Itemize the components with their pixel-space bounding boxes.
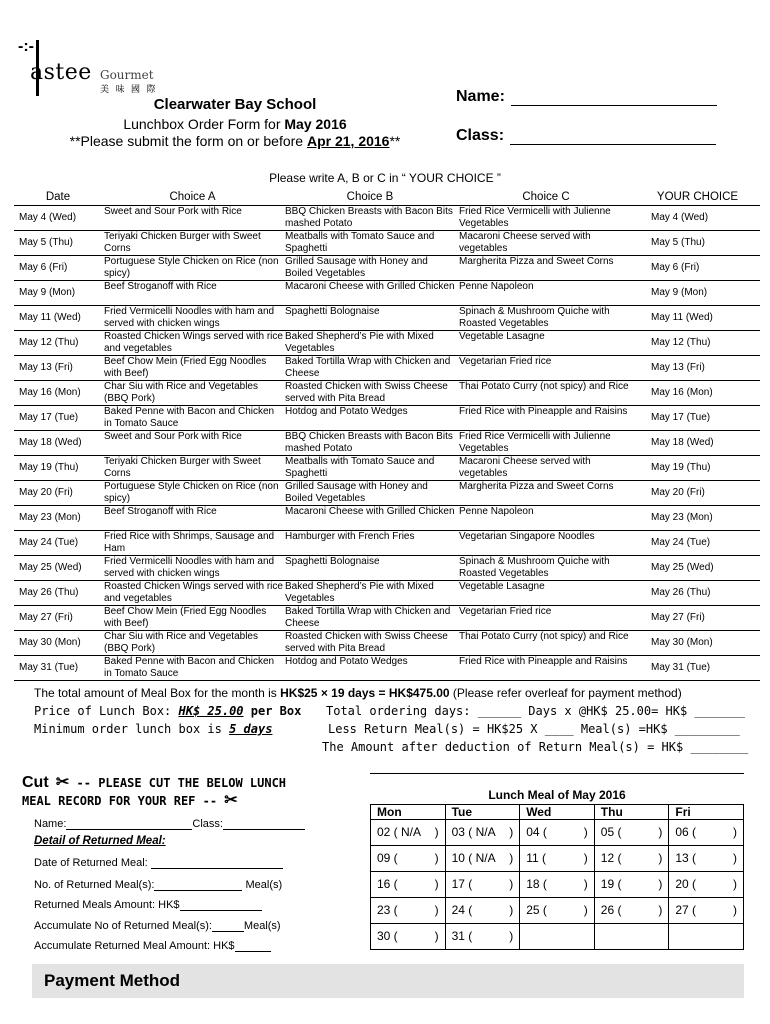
menu-choice-a: Sweet and Sour Pork with Rice (102, 430, 283, 455)
menu-choice-b: Roasted Chicken with Swiss Cheese served with Pita Bread (283, 630, 457, 655)
menu-row (14, 605, 760, 630)
lunch-day-content (526, 851, 594, 865)
lunch-day-content (452, 929, 520, 943)
name-label: Name: (456, 88, 505, 105)
lunch-day-label: 31 ( (451, 929, 473, 943)
menu-date: May 9 (Mon) (14, 280, 102, 305)
menu-row (14, 305, 760, 330)
lunch-week-row (371, 923, 744, 949)
lunch-day-content (526, 825, 594, 839)
no-returned-line[interactable] (154, 880, 242, 891)
menu-row (14, 355, 760, 380)
lunch-day-label: 18 ( (526, 877, 547, 891)
scissors-icon-2: ✂ (224, 792, 238, 809)
lunch-day-label: 12 ( (600, 851, 622, 865)
submit-deadline (0, 133, 470, 149)
class-line[interactable] (510, 131, 716, 145)
lunch-day-close: ) (658, 877, 663, 891)
lunch-day-cell[interactable] (669, 871, 744, 897)
lunch-day-cell[interactable] (669, 845, 744, 871)
your-choice-cell[interactable]: May 13 (Fri) (635, 355, 760, 380)
lunch-week-row (371, 819, 744, 845)
menu-choice-b: Grilled Sausage with Honey and Boiled Vegetables (283, 255, 457, 280)
lunch-day-label: 09 ( (377, 851, 398, 865)
lunch-table-caption: Lunch Meal of May 2016 (371, 786, 744, 804)
instruction (0, 171, 770, 185)
lunch-day-cell[interactable] (669, 923, 744, 949)
menu-date: May 4 (Wed) (14, 205, 102, 230)
lunch-day-close: ) (583, 903, 588, 917)
menu-choice-b: Hotdog and Potato Wedges (283, 655, 457, 680)
lunch-day-label: 06 ( (675, 825, 697, 839)
lunch-day-content (601, 825, 669, 839)
menu-choice-c: Fried Rice with Pineapple and Raisins (457, 405, 635, 430)
lunch-day-label: 11 ( (526, 851, 546, 865)
menu-date: May 24 (Tue) (14, 530, 102, 555)
lunch-table-header-row (371, 804, 744, 819)
menu-choice-b: Grilled Sausage with Honey and Boiled Vegetables (283, 480, 457, 505)
logo-sub: Gourmet (100, 68, 154, 82)
accum-no-line[interactable] (212, 921, 244, 932)
header-choice-b: Choice B (283, 190, 457, 205)
menu-choice-c: Margherita Pizza and Sweet Corns (457, 480, 635, 505)
submit-date: Apr 21, 2016 (306, 133, 390, 149)
menu-date: May 16 (Mon) (14, 380, 102, 405)
record-name-label: Name: (34, 818, 67, 830)
class-label: Class: (456, 127, 505, 144)
lunch-header-mon: Mon (371, 804, 446, 819)
form-month: May 2016 (284, 116, 347, 132)
menu-date: May 13 (Fri) (14, 355, 102, 380)
lunch-day-close: ) (509, 903, 514, 917)
lunch-day-close: ) (733, 903, 737, 917)
lunch-week-row (371, 871, 744, 897)
menu-choice-c: Vegetarian Fried rice (457, 605, 635, 630)
your-choice-cell[interactable]: May 6 (Fri) (635, 255, 760, 280)
menu-choice-a: Portuguese Style Chicken on Rice (non spicy) (102, 480, 283, 505)
menu-choice-c: Margherita Pizza and Sweet Corns (457, 255, 635, 280)
school-name: Clearwater Bay School (153, 96, 317, 113)
lunch-day-cell[interactable] (594, 819, 669, 845)
menu-date: May 31 (Tue) (14, 655, 102, 680)
lunch-week-row (371, 845, 744, 871)
date-returned-line[interactable] (151, 858, 283, 869)
lunch-day-label: 04 ( (526, 825, 547, 839)
menu-row (14, 405, 760, 430)
menu-table (14, 190, 760, 681)
menu-choice-a: Sweet and Sour Pork with Rice (102, 205, 283, 230)
total-prefix: The total amount of Meal Box for the month is (34, 686, 281, 700)
lunch-day-content (675, 903, 743, 917)
lunch-day-label: 16 ( (377, 877, 398, 891)
menu-date: May 27 (Fri) (14, 605, 102, 630)
lunch-day-label: 25 ( (526, 903, 547, 917)
header-date: Date (14, 190, 102, 205)
menu-choice-c: Vegetable Lasagne (457, 330, 635, 355)
logo-chinese: 美 味 國 際 (100, 84, 158, 94)
price-suffix: per Box (243, 704, 302, 718)
menu-choice-b: Meatballs with Tomato Sauce and Spaghetti (283, 455, 457, 480)
header-choice-c: Choice C (457, 190, 635, 205)
scissors-icon: ✂ (55, 774, 70, 791)
date-returned-label: Date of Returned Meal: (34, 857, 148, 869)
lunch-meal-table (370, 786, 744, 950)
menu-choice-b: Spaghetti Bolognaise (283, 305, 457, 330)
menu-choice-a: Char Siu with Rice and Vegetables (BBQ Pork) (102, 630, 283, 655)
lunch-day-close: ) (658, 825, 663, 839)
menu-choice-c: Macaroni Cheese served with vegetables (457, 455, 635, 480)
lunch-table-caption-row (371, 786, 744, 804)
menu-choice-a: Roasted Chicken Wings served with rice and vegetables (104, 330, 283, 354)
lunch-day-close: ) (733, 851, 737, 865)
lunch-day-content (377, 929, 445, 943)
form-title (0, 116, 470, 132)
menu-row (14, 655, 760, 680)
lunch-day-label: 02 ( N/A (377, 825, 422, 839)
menu-choice-b: Roasted Chicken with Swiss Cheese served with Pita Bread (283, 380, 457, 405)
menu-choice-b: Baked Tortilla Wrap with Chicken and Cheese (283, 605, 457, 630)
menu-choice-c: Thai Potato Curry (not spicy) and Rice (457, 380, 635, 405)
tastee-gourmet-logo (18, 40, 158, 95)
lunch-day-label: 10 ( N/A (451, 851, 496, 865)
no-returned[interactable] (34, 879, 282, 891)
header-your-choice: YOUR CHOICE (635, 190, 760, 205)
menu-row (14, 430, 760, 455)
price-of-lunch-box (34, 704, 301, 718)
accum-amount-line[interactable] (235, 941, 271, 952)
menu-choice-b: BBQ Chicken Breasts with Bacon Bits mashed Potato (283, 430, 457, 455)
lunch-day-cell[interactable] (520, 897, 595, 923)
lunch-day-content (377, 877, 445, 891)
lunch-day-content (377, 851, 445, 865)
menu-choice-a: Roasted Chicken Wings served with rice and vegetables (104, 580, 283, 604)
form-title-prefix: Lunchbox Order Form for (123, 116, 285, 132)
lunch-day-content (452, 903, 520, 917)
menu-row (14, 230, 760, 255)
minimum-value: 5 days (229, 722, 273, 736)
cut-line2: MEAL RECORD FOR YOUR REF -- (22, 794, 225, 808)
menu-choice-c: Fried Rice with Pineapple and Raisins (457, 655, 635, 680)
menu-choice-a: Beef Chow Mein (Fried Egg Noodles with Beef) (102, 605, 283, 630)
lunch-day-close: ) (434, 877, 439, 891)
lunch-day-label: 23 ( (377, 903, 398, 917)
lunch-day-cell[interactable] (520, 923, 595, 949)
your-choice-cell[interactable]: May 12 (Thu) (635, 330, 760, 355)
lunch-day-label: 13 ( (675, 851, 697, 865)
cut-instruction (22, 774, 362, 810)
lunch-day-label: 17 ( (451, 877, 473, 891)
logo-mark: -:- (18, 38, 34, 55)
menu-choice-c: Penne Napoleon (457, 280, 635, 305)
menu-row (14, 205, 760, 230)
menu-row (14, 630, 760, 655)
record-name-class[interactable] (34, 818, 305, 830)
menu-choice-a: Beef Chow Mein (Fried Egg Noodles with Beef) (102, 355, 283, 380)
lunch-day-close: ) (509, 877, 514, 891)
lunch-day-content (675, 825, 743, 839)
menu-choice-b: Macaroni Cheese with Grilled Chicken (283, 280, 457, 305)
lunch-day-close: ) (509, 825, 514, 839)
your-choice-cell[interactable]: May 24 (Tue) (635, 530, 760, 555)
lunch-day-cell[interactable] (445, 923, 520, 949)
name-field[interactable] (456, 88, 717, 106)
menu-choice-b: Baked Shepherd’s Pie with Mixed Vegetables (283, 330, 457, 355)
lunch-day-content (601, 851, 669, 865)
menu-choice-b: Meatballs with Tomato Sauce and Spaghetti (283, 230, 457, 255)
lunch-week-row (371, 897, 744, 923)
menu-row (14, 280, 760, 305)
lunch-day-content (526, 877, 594, 891)
menu-choice-c: Spinach & Mushroom Quiche with Roasted Vegetables (457, 555, 635, 580)
menu-choice-c: Thai Potato Curry (not spicy) and Rice (457, 630, 635, 655)
your-choice-cell[interactable]: May 17 (Tue) (635, 405, 760, 430)
menu-choice-a: Beef Stroganoff with Rice (102, 280, 283, 305)
price-value: HK$ 25.00 (178, 704, 244, 718)
accum-no-label: Accumulate No of Returned Meal(s): (34, 920, 212, 932)
menu-choice-b: Spaghetti Bolognaise (283, 555, 457, 580)
lunch-day-cell[interactable] (371, 923, 446, 949)
lunch-day-close: ) (658, 903, 663, 917)
lunch-day-cell[interactable] (520, 819, 595, 845)
lunch-day-cell[interactable] (371, 819, 446, 845)
menu-date: May 20 (Fri) (14, 480, 102, 505)
menu-row (14, 255, 760, 280)
returned-amount-line[interactable] (180, 900, 262, 911)
lunch-day-content (601, 877, 669, 891)
menu-choice-c: Fried Rice Vermicelli with Julienne Vegetables (457, 430, 635, 455)
menu-row (14, 330, 760, 355)
menu-choice-c: Macaroni Cheese served with vegetables (457, 230, 635, 255)
menu-row (14, 480, 760, 505)
menu-choice-b: BBQ Chicken Breasts with Bacon Bits mashed Potato (283, 205, 457, 230)
lunch-day-cell[interactable] (520, 845, 595, 871)
total-amount (34, 686, 682, 700)
menu-header-row (14, 190, 760, 205)
cut-line1: -- PLEASE CUT THE BELOW LUNCH (69, 776, 287, 790)
detail-title: Detail of Returned Meal: (34, 835, 166, 847)
lunch-day-close: ) (658, 851, 663, 865)
menu-row (14, 530, 760, 555)
menu-date: May 25 (Wed) (14, 555, 102, 580)
menu-choice-a: Teriyaki Chicken Burger with Sweet Corns (102, 230, 283, 255)
your-choice-cell[interactable]: May 5 (Thu) (635, 230, 760, 255)
your-choice-cell[interactable]: May 31 (Tue) (635, 655, 760, 680)
lunch-day-content (675, 851, 743, 865)
menu-choice-a: Fried Vermicelli Noodles with ham and served with chicken wings (102, 305, 283, 330)
menu-row (14, 580, 760, 605)
lunch-day-cell[interactable] (445, 871, 520, 897)
menu-choice-a: Fried Vermicelli Noodles with ham and served with chicken wings (102, 555, 283, 580)
menu-choice-a: Baked Penne with Bacon and Chicken in Tomato Sauce (102, 655, 283, 680)
menu-choice-b: Baked Tortilla Wrap with Chicken and Cheese (283, 355, 457, 380)
menu-choice-c: Penne Napoleon (457, 505, 635, 530)
lunch-day-close: ) (434, 929, 439, 943)
price-prefix: Price of Lunch Box: (34, 704, 179, 718)
lunch-day-content (675, 877, 743, 891)
menu-row (14, 455, 760, 480)
lunch-header-wed: Wed (520, 804, 595, 819)
accum-no[interactable] (34, 920, 281, 932)
amount-after-deduction[interactable]: The Amount after deduction of Return Meal(s) = HK$ ________ (322, 740, 749, 754)
menu-date: May 17 (Tue) (14, 405, 102, 430)
lunch-day-cell[interactable] (445, 845, 520, 871)
minimum-prefix: Minimum order lunch box is (34, 722, 230, 736)
your-choice-cell[interactable]: May 25 (Wed) (635, 555, 760, 580)
record-name-line[interactable] (66, 819, 192, 830)
lunch-day-close: ) (583, 877, 588, 891)
your-choice-cell[interactable]: May 11 (Wed) (635, 305, 760, 330)
menu-date: May 26 (Thu) (14, 580, 102, 605)
total-value: HK$25 × 19 days = HK$475.00 (280, 686, 450, 700)
menu-date: May 5 (Thu) (14, 230, 102, 255)
menu-date: May 6 (Fri) (14, 255, 102, 280)
menu-date: May 18 (Wed) (14, 430, 102, 455)
submit-prefix: **Please submit the form on or before (69, 133, 307, 149)
menu-row (14, 555, 760, 580)
total-suffix: (Please refer overleaf for payment method) (449, 686, 682, 700)
cut-word: Cut (22, 774, 49, 791)
menu-choice-c: Vegetarian Singapore Noodles (457, 530, 635, 555)
lunch-day-content (377, 825, 445, 839)
lunch-day-close: ) (509, 929, 514, 943)
accum-amount-label: Accumulate Returned Meal Amount: HK$ (34, 940, 235, 952)
menu-choice-a: Baked Penne with Bacon and Chicken in Tomato Sauce (102, 405, 283, 430)
menu-row (14, 380, 760, 405)
accum-no-suffix: Meal(s) (243, 920, 281, 932)
menu-date: May 12 (Thu) (14, 330, 102, 355)
minimum-order (34, 722, 272, 736)
menu-choice-b: Macaroni Cheese with Grilled Chicken (283, 505, 457, 530)
lunch-day-cell[interactable] (594, 897, 669, 923)
submit-suffix: ** (389, 133, 401, 149)
lunch-day-label: 24 ( (451, 903, 473, 917)
lunch-day-close: ) (434, 903, 439, 917)
lunch-day-label: 03 ( N/A (451, 825, 496, 839)
lunch-day-cell[interactable] (371, 897, 446, 923)
cut-divider (370, 773, 744, 774)
record-class-label: Class: (192, 818, 223, 830)
menu-choice-a: Portuguese Style Chicken on Rice (non spicy) (102, 255, 283, 280)
lunch-day-close: ) (434, 825, 439, 839)
lunch-day-label: 30 ( (377, 929, 398, 943)
your-choice-cell[interactable]: May 16 (Mon) (635, 380, 760, 405)
lunch-day-content (601, 903, 669, 917)
lunch-day-label: 19 ( (600, 877, 622, 891)
lunch-day-cell[interactable] (594, 923, 669, 949)
ordering-days[interactable]: Total ordering days: ______ Days x @HK$ 25.00= HK$ _______ (326, 704, 746, 718)
returned-amount-label: Returned Meals Amount: HK$ (34, 899, 180, 911)
lunch-day-close: ) (434, 851, 439, 865)
lunch-day-cell[interactable] (594, 845, 669, 871)
menu-choice-a: Fried Rice with Shrimps, Sausage and Ham (102, 530, 283, 555)
your-choice-cell[interactable]: May 9 (Mon) (635, 280, 760, 305)
lunch-day-label: 27 ( (675, 903, 697, 917)
your-choice-cell[interactable]: May 30 (Mon) (635, 630, 760, 655)
menu-row (14, 505, 760, 530)
menu-choice-c: Spinach & Mushroom Quiche with Roasted Vegetables (457, 305, 635, 330)
your-choice-cell[interactable]: May 19 (Thu) (635, 455, 760, 480)
lunch-day-label: 05 ( (600, 825, 622, 839)
date-returned[interactable] (34, 857, 283, 869)
lunch-day-content (452, 851, 520, 865)
menu-date: May 11 (Wed) (14, 305, 102, 330)
less-return-meals[interactable]: Less Return Meal(s) = HK$25 X ____ Meal(s) =HK$ _________ (328, 722, 740, 736)
menu-choice-a: Teriyaki Chicken Burger with Sweet Corns (102, 455, 283, 480)
lunch-day-content (452, 825, 520, 839)
lunch-day-close: ) (733, 825, 737, 839)
lunch-day-cell[interactable] (520, 871, 595, 897)
menu-choice-a: Char Siu with Rice and Vegetables (BBQ Pork) (102, 380, 283, 405)
lunch-day-content (526, 903, 594, 917)
name-line[interactable] (511, 92, 717, 106)
lunch-day-close: ) (583, 825, 588, 839)
lunch-header-tue: Tue (445, 804, 520, 819)
lunch-day-cell[interactable] (445, 819, 520, 845)
lunch-day-close: ) (733, 877, 737, 891)
menu-choice-a: Beef Stroganoff with Rice (102, 505, 283, 530)
header-choice-a: Choice A (102, 190, 283, 205)
your-choice-cell[interactable]: May 27 (Fri) (635, 605, 760, 630)
lunch-day-label: 20 ( (675, 877, 697, 891)
menu-choice-c: Vegetable Lasagne (457, 580, 635, 605)
menu-choice-c: Vegetarian Fried rice (457, 355, 635, 380)
your-choice-cell[interactable]: May 23 (Mon) (635, 505, 760, 530)
lunch-day-content (452, 877, 520, 891)
payment-method-title: Payment Method (32, 964, 744, 998)
your-choice-cell[interactable]: May 18 (Wed) (635, 430, 760, 455)
your-choice-cell[interactable]: May 4 (Wed) (635, 205, 760, 230)
lunch-day-cell[interactable] (594, 871, 669, 897)
logo-brand: astee (30, 60, 92, 85)
menu-choice-c: Fried Rice Vermicelli with Julienne Vegetables (457, 205, 635, 230)
class-field[interactable] (456, 127, 716, 145)
menu-date: May 30 (Mon) (14, 630, 102, 655)
menu-choice-b: Baked Shepherd’s Pie with Mixed Vegetables (283, 580, 457, 605)
menu-choice-b: Hotdog and Potato Wedges (283, 405, 457, 430)
lunch-header-fri: Fri (669, 804, 744, 819)
lunch-day-close: ) (509, 851, 514, 865)
menu-date: May 23 (Mon) (14, 505, 102, 530)
no-returned-label: No. of Returned Meal(s): (34, 879, 155, 891)
lunch-day-cell[interactable] (371, 871, 446, 897)
lunch-day-close: ) (583, 851, 588, 865)
your-choice-cell[interactable]: May 20 (Fri) (635, 480, 760, 505)
instruction-text: Please write A, B or C in “ YOUR CHOICE ” (269, 171, 501, 185)
menu-date: May 19 (Thu) (14, 455, 102, 480)
menu-choice-b: Hamburger with French Fries (283, 530, 457, 555)
lunch-day-cell[interactable] (445, 897, 520, 923)
lunch-day-content (377, 903, 445, 917)
lunch-day-cell[interactable] (669, 897, 744, 923)
record-class-line[interactable] (223, 819, 305, 830)
no-returned-suffix: Meal(s) (245, 879, 283, 891)
lunch-day-label: 26 ( (600, 903, 622, 917)
lunch-day-cell[interactable] (669, 819, 744, 845)
lunch-day-cell[interactable] (371, 845, 446, 871)
accum-amount[interactable] (34, 940, 271, 952)
returned-amount[interactable] (34, 899, 262, 911)
lunch-header-thu: Thu (594, 804, 669, 819)
your-choice-cell[interactable]: May 26 (Thu) (635, 580, 760, 605)
